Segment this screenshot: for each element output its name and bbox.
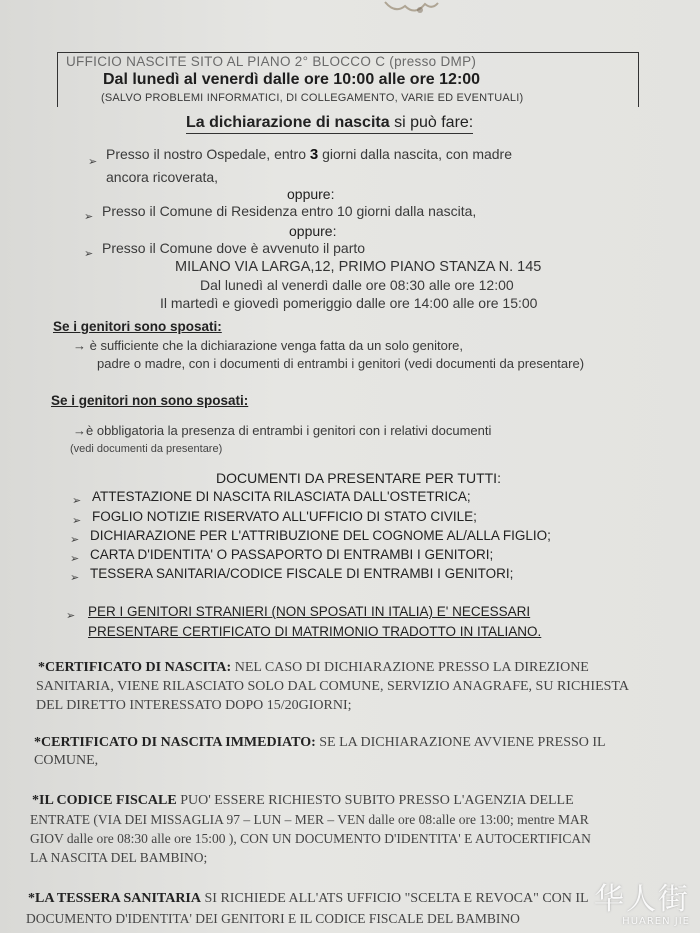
declaration-title-main: La dichiarazione di nascita — [186, 114, 390, 131]
oppure-1: oppure: — [287, 186, 335, 202]
document-item-4: CARTA D'IDENTITA' O PASSAPORTO DI ENTRAMBI I GENITORI; — [90, 547, 494, 562]
document-item-5: TESSERA SANITARIA/CODICE FISCALE DI ENTRAMBI I GENITORI; — [90, 566, 514, 581]
immediate-certificate-line1: *CERTIFICATO DI NASCITA IMMEDIATO: SE LA DICHIARAZIONE AVVIENE PRESSO IL — [34, 735, 606, 750]
foreign-parents-line1: PER I GENITORI STRANIERI (NON SPOSATI IN ITALIA) E' NECESSARI — [88, 604, 531, 619]
foreign-parents-line2: PRESENTARE CERTIFICATO DI MATRIMONIO TRADOTTO IN ITALIANO. — [88, 624, 542, 639]
married-line2: padre o madre, con i documenti di entrambi i genitori (vedi documenti da presentare) — [97, 356, 585, 371]
ink-smudge — [380, 0, 440, 18]
option-hospital-line1: Presso il nostro Ospedale, entro 3 giorni dalla nascita, con madre — [106, 146, 513, 163]
arrow-bullet-icon: ➢ — [72, 514, 82, 527]
option-hospital-line2: ancora ricoverata, — [106, 169, 219, 185]
arrow-bullet-icon: ➢ — [84, 247, 94, 260]
immediate-certificate-line2: COMUNE, — [34, 753, 99, 768]
married-heading: Se i genitori sono sposati: — [53, 319, 222, 334]
tax-code-line4: LA NASCITA DEL BAMBINO; — [30, 850, 208, 865]
huarenjie-watermark-logo: 华人街 HUAREN JIE — [594, 882, 690, 927]
document-item-3: DICHIARAZIONE PER L'ATTRIBUZIONE DEL COGNOME AL/ALLA FIGLIO; — [90, 528, 551, 543]
health-card-line1: *LA TESSERA SANITARIA SI RICHIEDE ALL'ATS UFFICIO "SCELTA E REVOCA" CON IL — [28, 891, 589, 906]
tax-code-line3: GIOV dalle ore 08:30 alle ore 15:00 ), CON UN DOCUMENTO D'IDENTITA' E AUTOCERTIFICAN — [30, 831, 591, 846]
document-item-1: ATTESTAZIONE DI NASCITA RILASCIATA DALL'OSTETRICA; — [92, 489, 471, 504]
birth-certificate-line1: *CERTIFICATO DI NASCITA: NEL CASO DI DICHIARAZIONE PRESSO LA DIREZIONE — [38, 660, 589, 675]
arrow-bullet-icon: ➢ — [72, 494, 82, 507]
arrow-bullet-icon: ➢ — [70, 571, 80, 584]
tax-code-line1: *IL CODICE FISCALE PUO' ESSERE RICHIESTO SUBITO PRESSO L'AGENZIA DELLE — [32, 793, 574, 808]
arrow-bullet-icon: ➢ — [70, 533, 80, 546]
office-location: UFFICIO NASCITE SITO AL PIANO 2° BLOCCO C (presso DMP) — [66, 54, 477, 69]
arrow-bullet-icon: ➢ — [66, 609, 76, 622]
office-hours: Dal lunedì al venerdì dalle ore 10:00 alle ore 12:00 — [103, 71, 481, 88]
milano-hours-weekday: Dal lunedì al venerdì dalle ore 08:30 alle ore 12:00 — [200, 277, 514, 293]
married-line1: → è sufficiente che la dichiarazione venga fatta da un solo genitore, — [73, 338, 464, 353]
unmarried-line1: →è obbligatoria la presenza di entrambi i genitori con i relativi documenti — [73, 423, 492, 438]
unmarried-line2: (vedi documenti da presentare) — [70, 443, 223, 455]
arrow-bullet-icon: ➢ — [88, 155, 98, 168]
declaration-title — [186, 114, 473, 134]
document-item-2: FOGLIO NOTIZIE RISERVATO ALL'UFFICIO DI STATO CIVILE; — [92, 509, 477, 524]
office-note: (SALVO PROBLEMI INFORMATICI, DI COLLEGAMENTO, VARIE ED EVENTUALI) — [101, 92, 524, 104]
declaration-title-tail: si può fare: — [394, 114, 474, 131]
milano-address: MILANO VIA LARGA,12, PRIMO PIANO STANZA N. 145 — [175, 259, 542, 275]
option-birthplace: Presso il Comune dove è avvenuto il parto — [102, 240, 366, 256]
oppure-2: oppure: — [289, 223, 337, 239]
arrow-bullet-icon: ➢ — [70, 552, 80, 565]
birth-certificate-line3: DEL DIRETTO INTERESSATO DOPO 15/20GIORNI; — [36, 698, 352, 713]
milano-hours-afternoon: Il martedì e giovedì pomeriggio dalle ore 14:00 alle ore 15:00 — [160, 295, 538, 311]
birth-certificate-line2: SANITARIA, VIENE RILASCIATO SOLO DAL COMUNE, SERVIZIO ANAGRAFE, SU RICHIESTA — [36, 679, 629, 694]
option-residence: Presso il Comune di Residenza entro 10 giorni dalla nascita, — [102, 203, 477, 219]
health-card-line2: DOCUMENTO D'IDENTITA' DEI GENITORI E IL CODICE FISCALE DEL BAMBINO — [26, 911, 520, 926]
unmarried-heading: Se i genitori non sono sposati: — [51, 393, 249, 408]
tax-code-line2: ENTRATE (VIA DEI MISSAGLIA 97 – LUN – MER – VEN dalle ore 08:alle ore 13:00; mentre MAR — [30, 812, 589, 827]
documents-heading: DOCUMENTI DA PRESENTARE PER TUTTI: — [216, 470, 501, 486]
arrow-bullet-icon: ➢ — [84, 210, 94, 223]
